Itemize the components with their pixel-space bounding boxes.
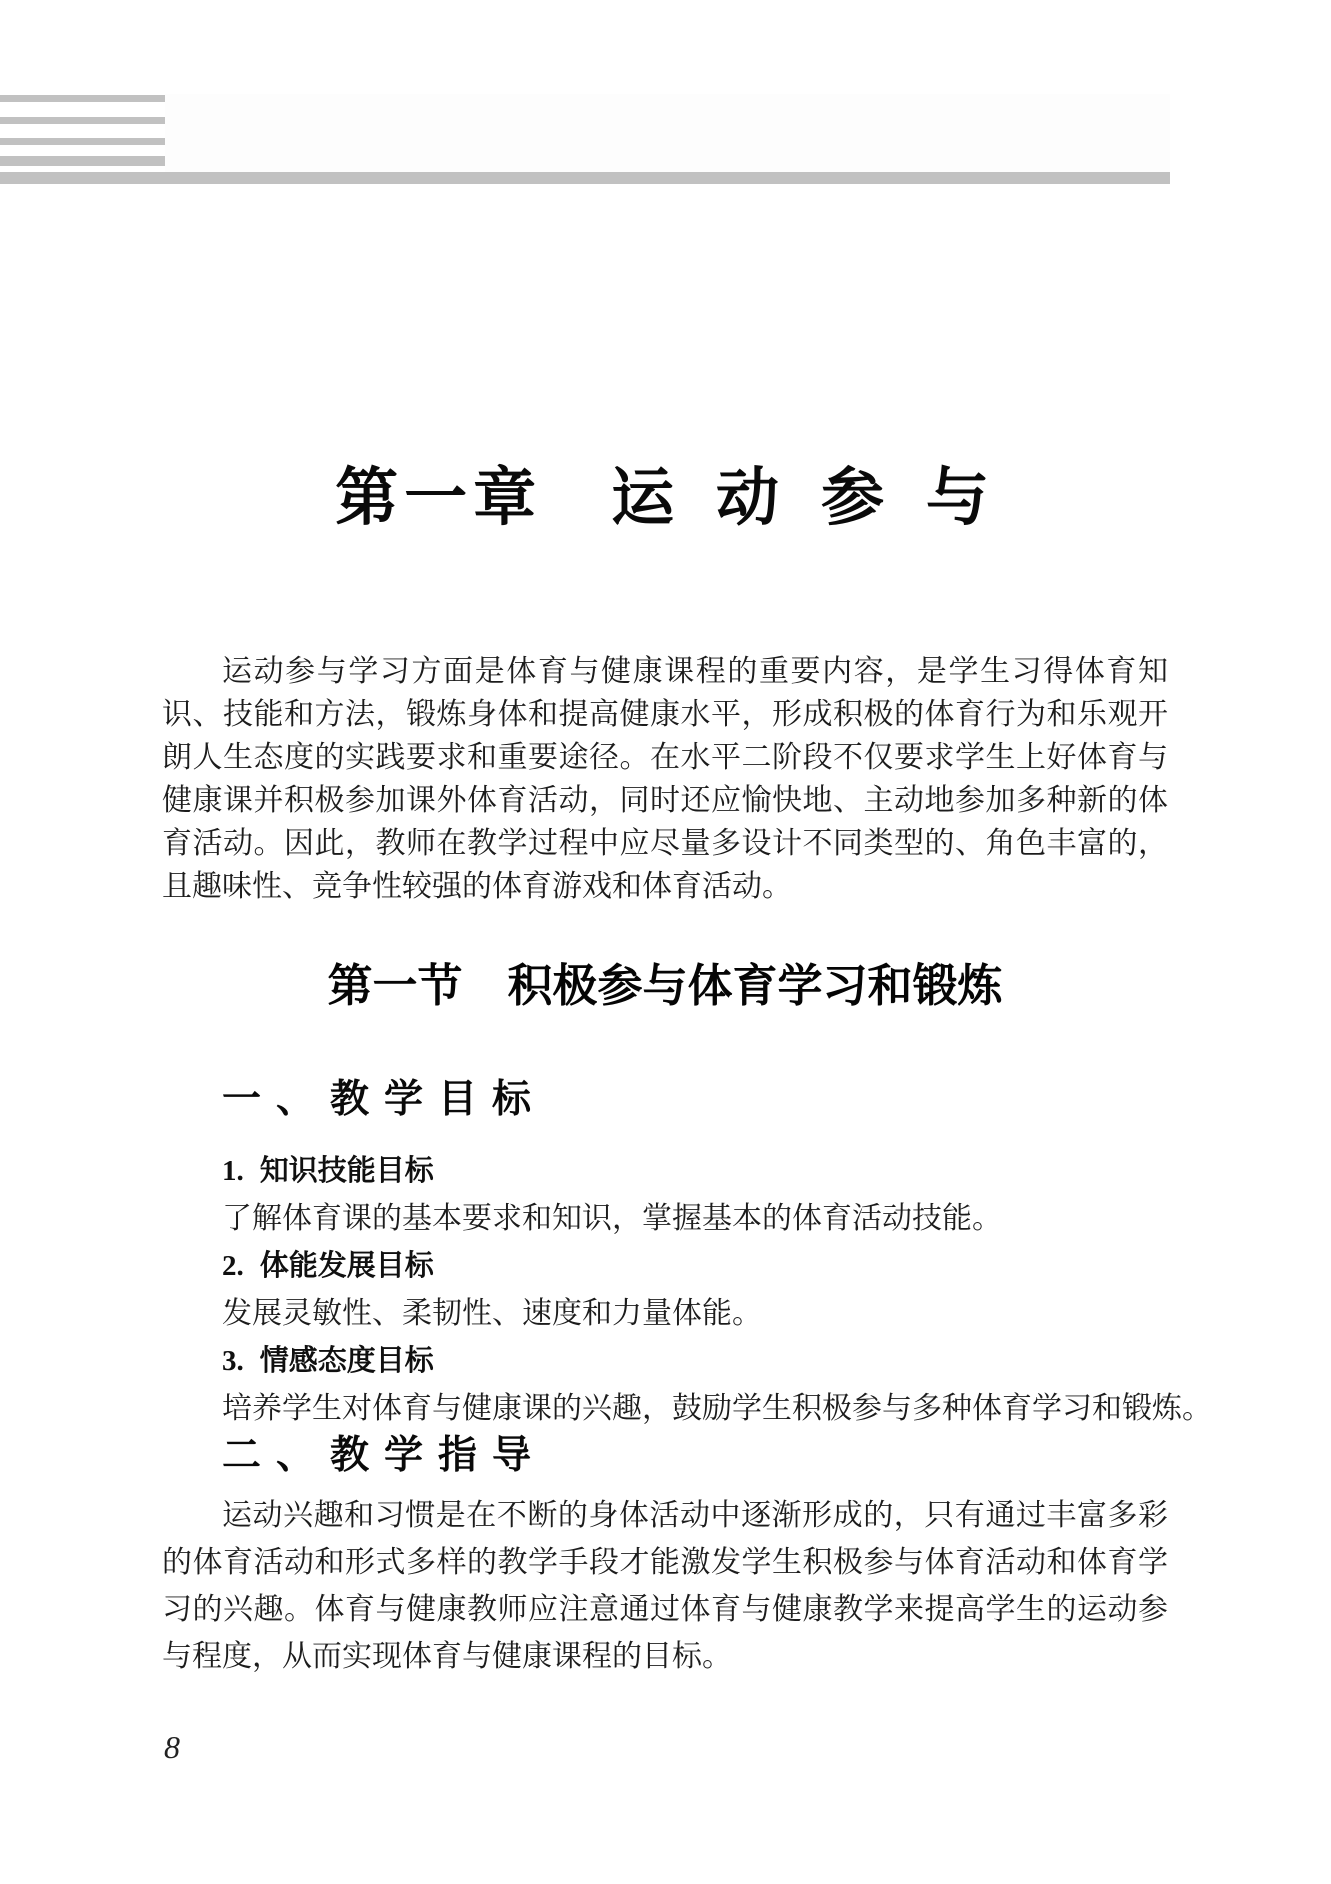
header-panel [165,94,1170,172]
header-stripe-1 [0,95,165,102]
chapter-title: 第一章 运 动 参 与 [335,460,995,534]
objective-3-number: 3. [222,1345,244,1377]
objective-2-title [222,1247,1197,1285]
page-number: 8 [164,1729,180,1765]
header-stripe-2 [0,117,165,124]
objective-3-title-text: 情感态度目标 [259,1345,434,1377]
section-title: 第一节 积极参与体育学习和锻炼 [327,961,1003,1011]
objective-1-title-text: 知识技能目标 [259,1155,434,1187]
chapter-intro-paragraph: 运动参与学习方面是体育与健康课程的重要内容，是学生习得体育知识、技能和方法，锻炼身体和提高健康水平，形成积极的体育行为和乐观开朗人生态度的实践要求和重要途径。在水平二阶段不仅要求学生上好体育与健康课并积极参加课外体育活动，同时还应愉快地、主动地参加多种新的体育活动。因此，教师在教学过程中应尽量多设计不同类型的、角色丰富的，且趣味性、竞争性较强的体育游戏和体育活动。 [162,655,1168,903]
subsection-heading-objectives: 一、教学目标 [222,1076,547,1122]
objective-2-number: 2. [222,1250,244,1282]
guidance-paragraph: 运动兴趣和习惯是在不断的身体活动中逐渐形成的，只有通过丰富多彩的体育活动和形式多样的教学手段才能激发学生积极参与体育活动和体育学习的兴趣。体育与健康教师应注意通过体育与健康教学来提高学生的运动参与程度，从而实现体育与健康课程的目标。 [162,1499,1168,1673]
objective-3-description: 培养学生对体育与健康课的兴趣，鼓励学生积极参与多种体育学习和锻炼。 [222,1392,1212,1425]
objective-1-description: 了解体育课的基本要求和知识，掌握基本的体育活动技能。 [222,1202,1002,1235]
header-rule [0,172,1170,184]
objective-2-description: 发展灵敏性、柔韧性、速度和力量体能。 [222,1297,762,1330]
objective-3-title [222,1342,1197,1380]
header-stripe-4 [0,156,165,166]
header-stripe-3 [0,138,165,145]
objective-2-title-text: 体能发展目标 [259,1250,434,1282]
objective-1-title [222,1152,1197,1190]
subsection-heading-guidance: 二、教学指导 [222,1432,547,1478]
objective-1-number: 1. [222,1155,244,1187]
